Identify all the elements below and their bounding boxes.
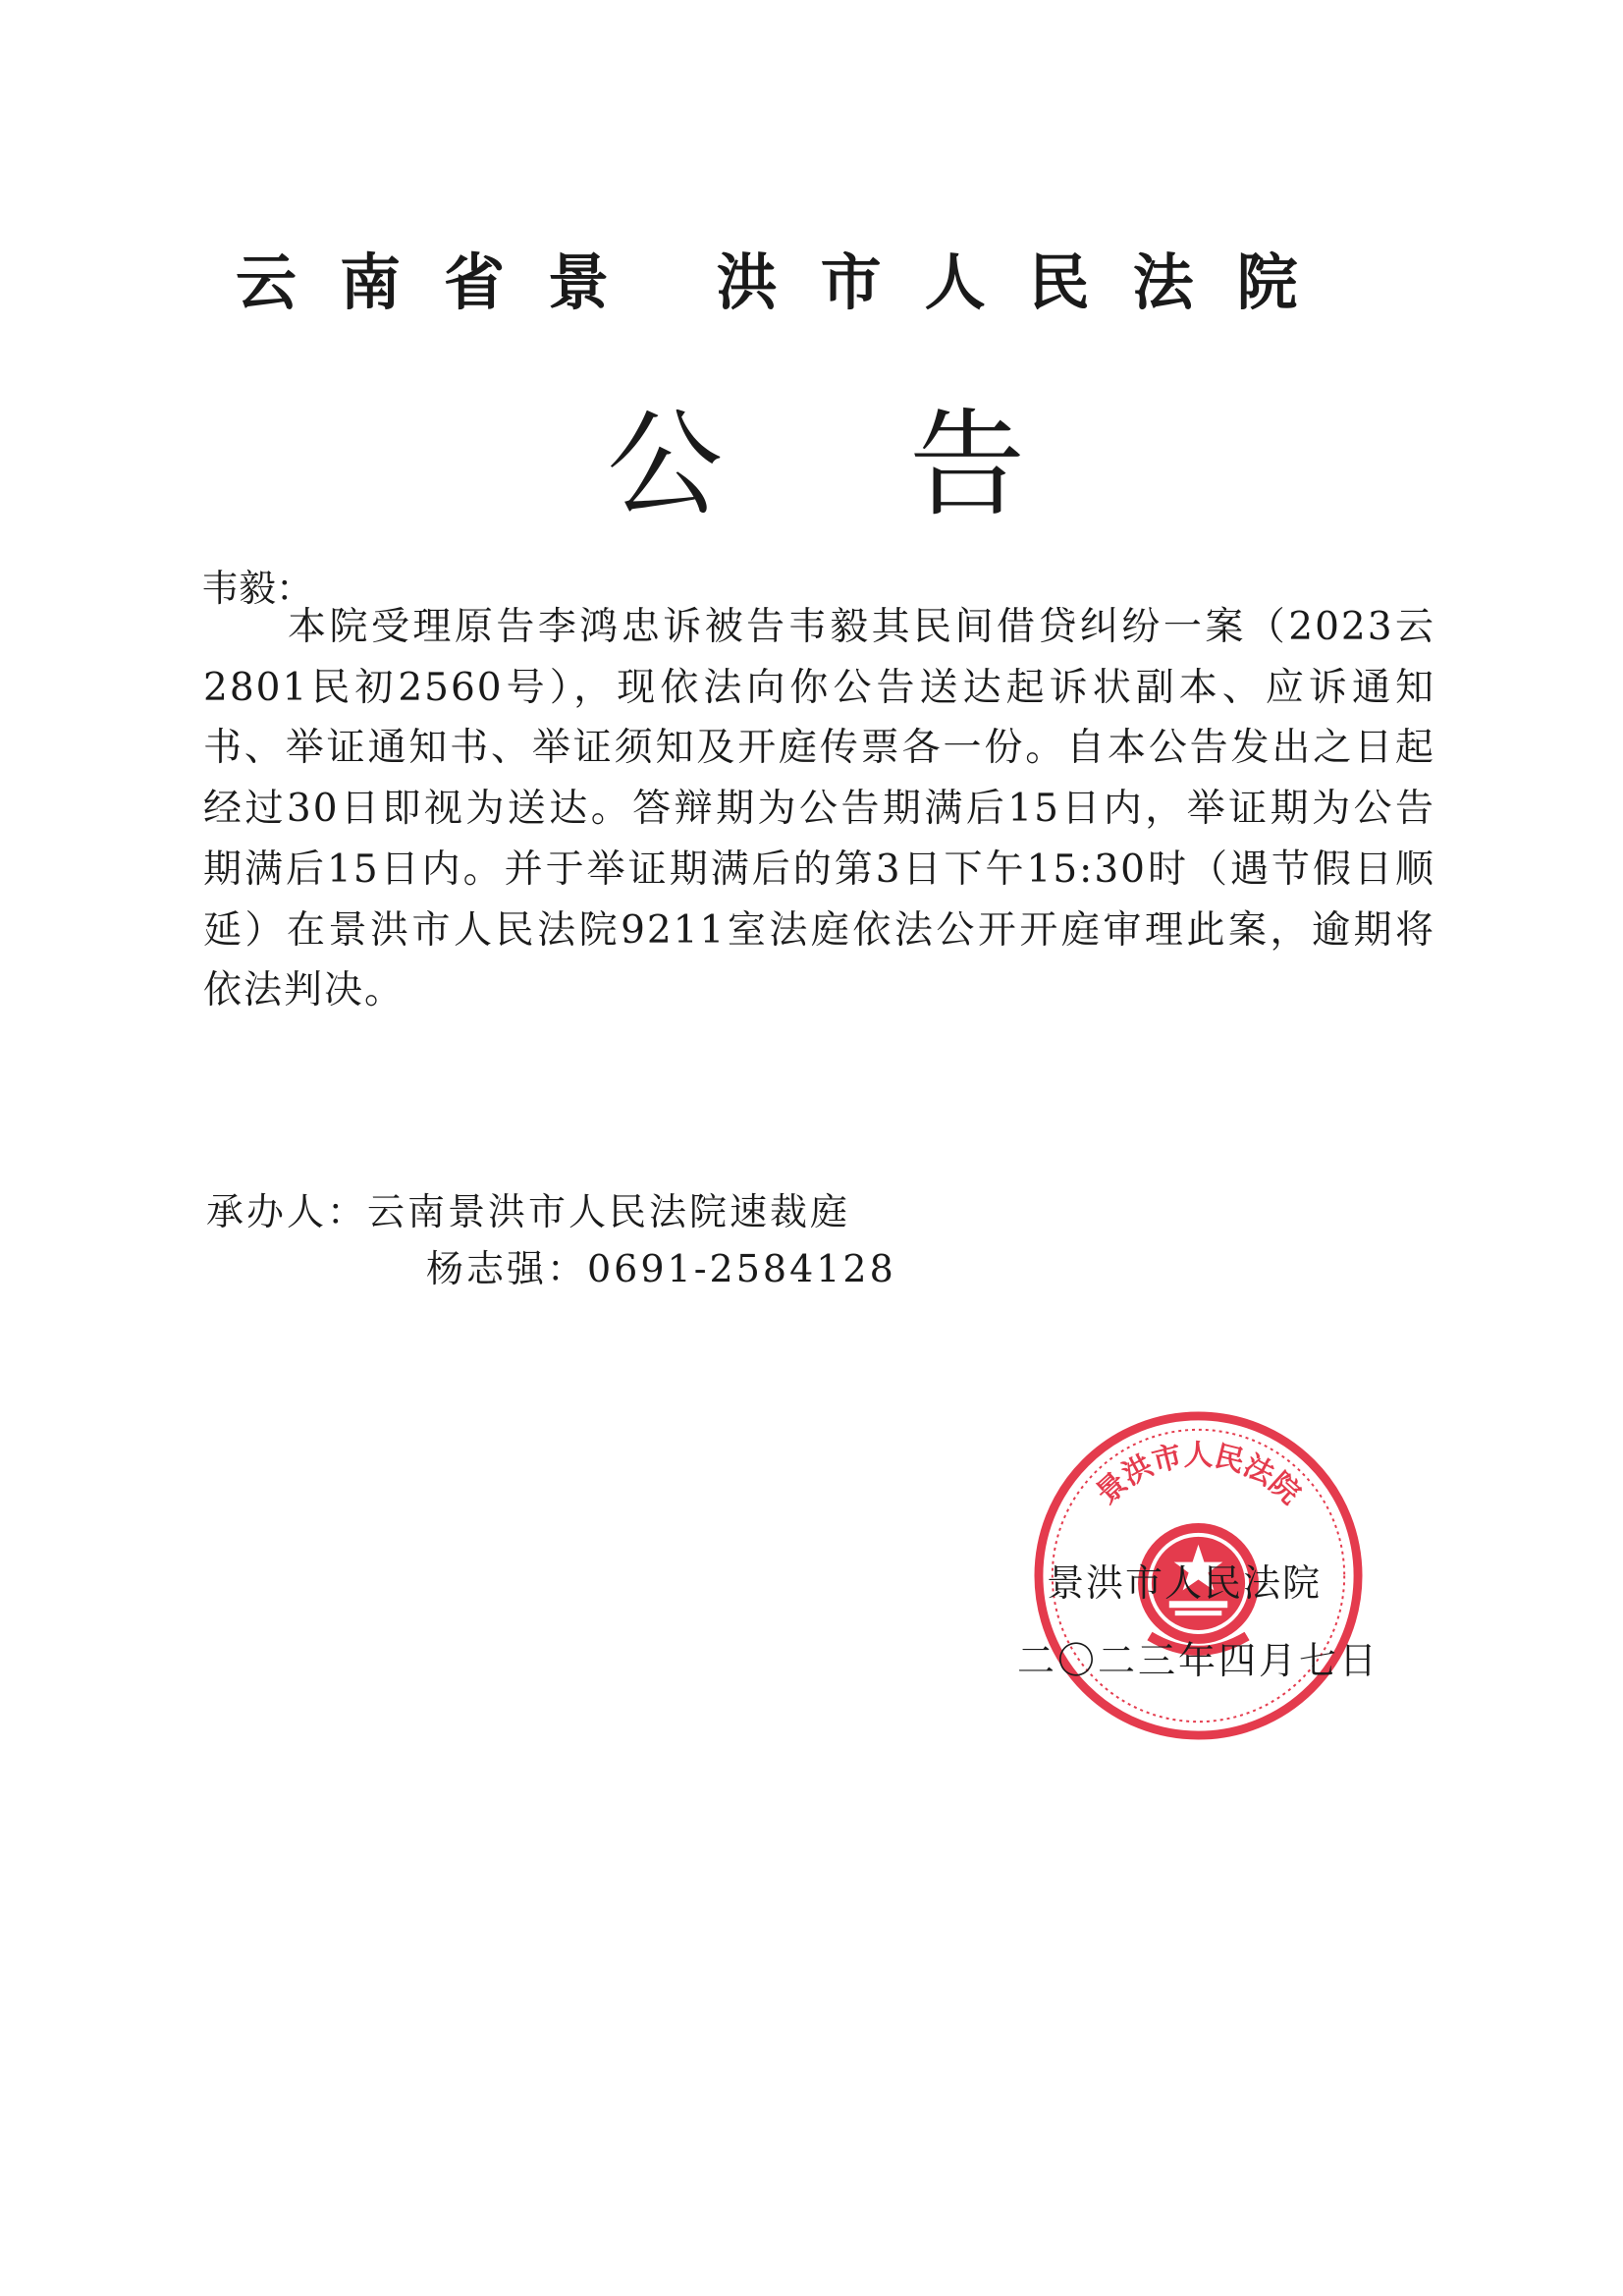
signature-court: 景洪市人民法院	[1047, 1561, 1323, 1605]
signature-date: 二〇二三年四月七日	[1017, 1639, 1380, 1682]
seal-ring-text: 景洪市人民法院	[1090, 1438, 1307, 1511]
handler-row	[206, 1183, 896, 1240]
court-name-heading: 云南省景 洪市人民法院	[236, 246, 1341, 318]
addressee: 韦毅：	[201, 567, 314, 610]
notice-title: 公告	[607, 397, 1213, 532]
handler-block	[206, 1183, 896, 1297]
notice-body: 本院受理原告李鸿忠诉被告韦毅其民间借贷纠纷一案（2023云2801民初2560号），现依法向你公告送达起诉状副本、应诉通知书、举证通知书、举证须知及开庭传票各一份。自本公告发出之日起经过30日即视为送达。答辩期为公告期满后15日内，举证期为公告期满后15日内。并于举证期满后的第3日下午15:30时（遇节假日顺延）在景洪市人民法院9211室法庭依法公开开庭审理此案，逾期将依法判决。	[203, 605, 1435, 1013]
handler-label: 承办人：	[206, 1190, 368, 1233]
handler-unit: 云南景洪市人民法院速裁庭	[367, 1190, 851, 1233]
handler-contact: 杨志强：0691-2584128	[426, 1247, 896, 1290]
